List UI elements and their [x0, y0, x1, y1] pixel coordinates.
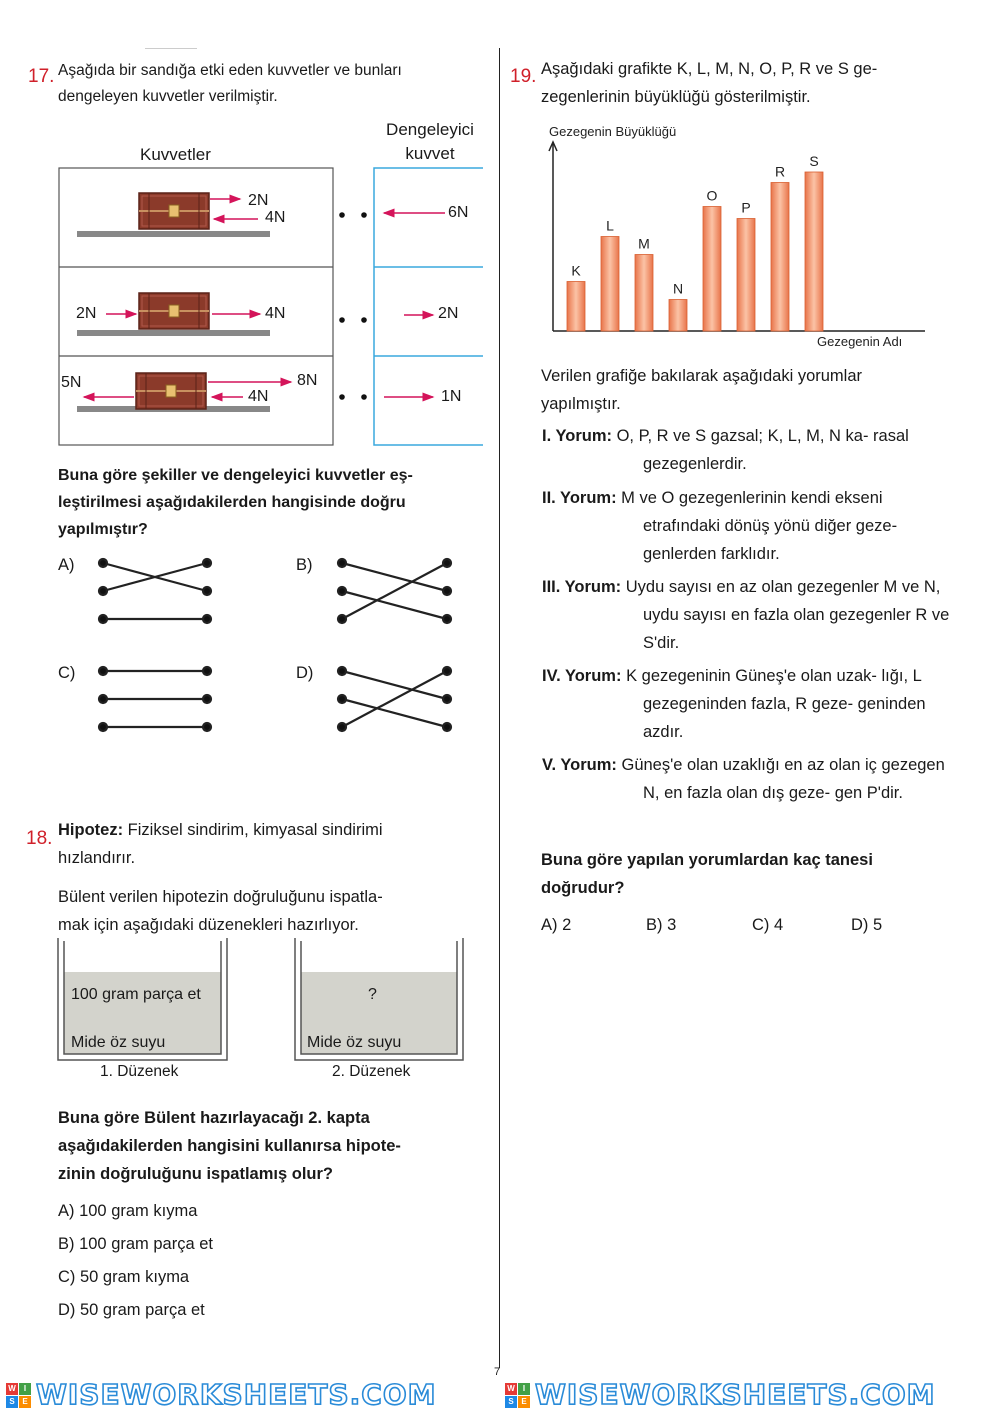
row2-balancing: 2N: [438, 305, 459, 322]
q18-question: Buna göre Bülent hazırlayacağı 2. kapta aşağıdakilerden hangisini kullanırsa hipote- zinin doğruluğunu ispatlamış olur?: [58, 1109, 401, 1183]
q17-number: 17.: [28, 66, 55, 87]
yorum-3: III. Yorum: Uydu sayısı en az olan gezegenler M ve N, uydu sayısı en fazla olan gezegenler R ve S'dir.: [542, 578, 950, 652]
bar-label-P: P: [741, 199, 751, 216]
planet-size-chart: [540, 118, 940, 353]
ground-2: [77, 330, 270, 336]
bar-label-K: K: [571, 262, 581, 279]
chart-ylabel: Gezegenin Büyüklüğü: [549, 124, 677, 139]
bar-label-N: N: [672, 280, 684, 297]
setup2-caption: 2. Düzenek: [332, 1063, 411, 1080]
bar-P: [737, 219, 755, 332]
q18-option-d[interactable]: D) 50 gram parça et: [58, 1301, 205, 1319]
yorum-1: I. Yorum: O, P, R ve S gazsal; K, L, M, N ka- rasal gezegenlerdir.: [542, 427, 909, 473]
row1-balancing: 6N: [448, 204, 469, 221]
q17-option-c[interactable]: C): [58, 664, 76, 682]
bar-O: [703, 207, 721, 332]
brand-text-2: WISEWORKSHEETS.COM: [535, 1378, 936, 1411]
row3-label-a: 5N: [61, 374, 82, 391]
bar-R: [771, 183, 789, 332]
bar-N: [669, 300, 687, 332]
ground-1: [77, 231, 270, 237]
bar-label-R: R: [774, 163, 786, 180]
setup2-liquid: Mide öz suyu: [307, 1034, 402, 1051]
q19-number: 19.: [510, 66, 537, 87]
brand-text-1: WISEWORKSHEETS.COM: [36, 1378, 437, 1411]
q17-option-d[interactable]: D): [296, 664, 314, 682]
q19-option-a[interactable]: A) 2: [541, 916, 572, 934]
chest-1: [139, 193, 209, 229]
q17-question: Buna göre şekiller ve dengeleyici kuvvetler eş- leştirilmesi aşağıdakilerden hangisinde doğru yapılmıştır?: [58, 467, 413, 538]
bar-L: [601, 237, 619, 332]
chest-2: [139, 293, 209, 329]
setup1-liquid: Mide öz suyu: [71, 1034, 166, 1051]
bar-S: [805, 172, 823, 331]
q17-option-b[interactable]: B): [296, 556, 313, 574]
setup1-caption: 1. Düzenek: [100, 1063, 179, 1080]
brand-logo-icon: W I S E: [6, 1383, 32, 1409]
q19-question: Buna göre yapılan yorumlardan kaç tanesi doğrudur?: [541, 851, 873, 897]
chart-xlabel: Gezegenin Adı: [817, 334, 903, 349]
row2-label-a: 2N: [76, 305, 97, 322]
yorum-2: II. Yorum: M ve O gezegenlerinin kendi ekseni etrafındaki dönüş yönü diğer geze- genlerden farklıdır.: [542, 489, 898, 563]
q19-option-c[interactable]: C) 4: [752, 916, 784, 934]
q19-intro: Aşağıdaki grafikte K, L, M, N, O, P, R ve S ge- zegenlerinin büyüklüğü gösterilmiştir.: [541, 60, 878, 106]
q18-hypothesis: Hipotez: Fiziksel sindirim, kimyasal sindirimi hızlandırır.: [58, 821, 383, 867]
row1-label-b: 4N: [265, 209, 286, 226]
chest-3: [136, 373, 206, 409]
yorum-4: IV. Yorum: K gezegeninin Güneş'e olan uzak- lığı, L gezegeninden fazla, R geze- geninden azdır.: [542, 667, 926, 741]
row3-label-c: 4N: [248, 388, 269, 405]
q19-option-d[interactable]: D) 5: [851, 916, 883, 934]
bar-label-S: S: [809, 153, 819, 169]
q18-option-b[interactable]: B) 100 gram parça et: [58, 1235, 213, 1253]
row1-label-a: 2N: [248, 192, 269, 209]
row3-label-b: 8N: [297, 372, 318, 389]
row3-balancing: 1N: [441, 388, 462, 405]
q19-paragraph: Verilen grafiğe bakılarak aşağıdaki yorumlar yapılmıştır.: [541, 367, 863, 413]
setup2-content: ?: [368, 986, 377, 1003]
q19-option-b[interactable]: B) 3: [646, 916, 677, 934]
q17-intro: Aşağıda bir sandığa etki eden kuvvetler ve bunları dengeleyen kuvvetler verilmiştir.: [58, 62, 402, 105]
bar-K: [567, 282, 585, 332]
balancing-header: Dengeleyici kuvvet: [386, 120, 474, 163]
bar-label-M: M: [638, 235, 650, 252]
q18-option-a[interactable]: A) 100 gram kıyma: [58, 1202, 198, 1220]
brand-logo-icon-2: W I S E: [505, 1383, 531, 1409]
q17-option-a[interactable]: A): [58, 556, 75, 574]
bar-M: [635, 255, 653, 332]
q18-paragraph: Bülent verilen hipotezin doğruluğunu ispatla- mak için aşağıdaki düzenekleri hazırlıyor.: [58, 888, 383, 934]
q18-option-c[interactable]: C) 50 gram kıyma: [58, 1268, 190, 1286]
forces-header: Kuvvetler: [140, 145, 211, 164]
bar-label-L: L: [606, 217, 614, 234]
q18-number: 18.: [26, 828, 53, 849]
setup1-content: 100 gram parça et: [71, 986, 201, 1003]
matching-options: [0, 540, 500, 750]
bar-label-O: O: [706, 187, 718, 204]
row2-label-b: 4N: [265, 305, 286, 322]
page-number: 7: [494, 1366, 501, 1378]
yorum-5: V. Yorum: Güneş'e olan uzaklığı en az olan iç gezegen N, en fazla olan dış geze- gen P'dir.: [542, 756, 945, 802]
